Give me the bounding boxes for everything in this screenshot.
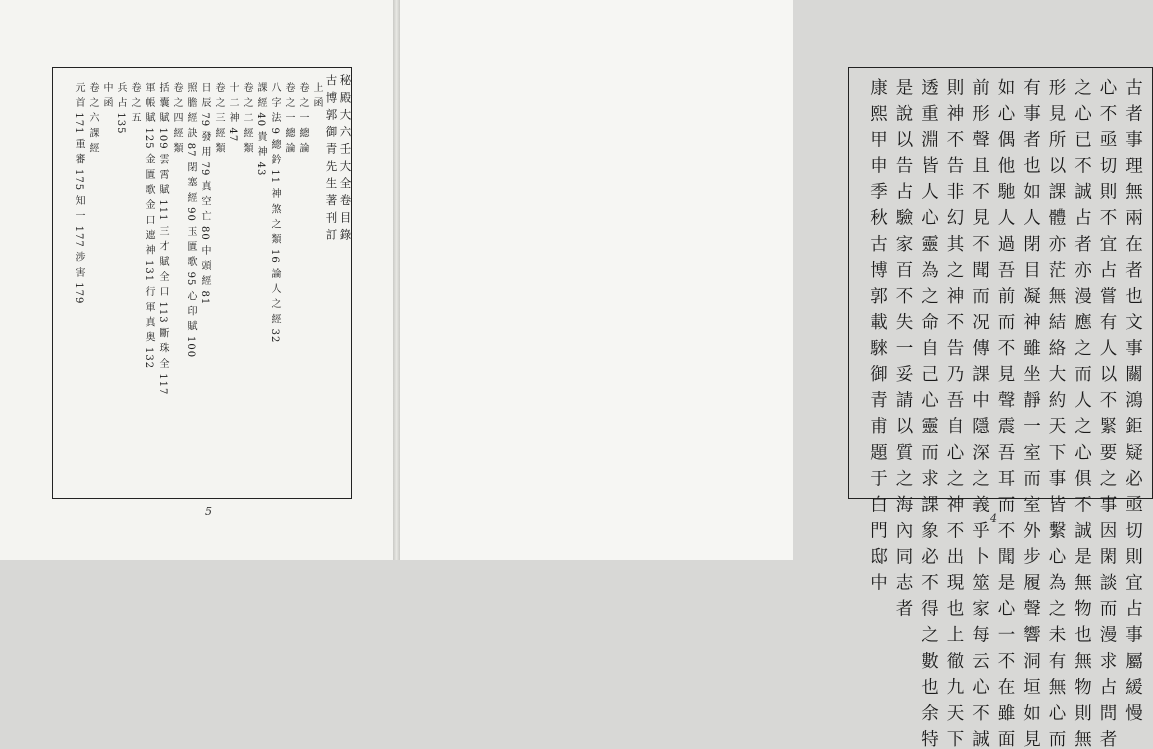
book-gutter xyxy=(393,0,400,560)
toc-column: 括 囊 賦 109 雲 霄 賦 111 三 才 賦 全 口 113 斷 珠 全 117 xyxy=(157,82,168,396)
toc-column: 卷 之 六 課 經 xyxy=(87,82,98,154)
table-of-contents-frame xyxy=(52,67,352,499)
preface-frame xyxy=(848,67,1153,749)
preface-column: 古 者 事 理 無 兩 在 者 也 文 事 關 鴻 鉅 疑 必 亟 切 則 宜 占 事 屬 緩 慢 xyxy=(1122,78,1143,723)
toc-column: 古 博 郭 御 青 先 生 著 刊 訂 xyxy=(324,74,339,241)
toc-column: 卷 之 一 總 論 xyxy=(297,82,308,154)
toc-column: 卷 之 四 經 類 xyxy=(171,82,182,154)
preface-column: 透 重 淵 皆 人 心 靈 為 之 命 自 己 心 靈 而 求 課 象 必 不 得 之 數 也 余 特 xyxy=(918,78,939,749)
preface-column: 是 說 以 告 占 驗 家 百 不 失 一 妥 請 以 質 之 海 內 同 志 者 xyxy=(893,78,913,619)
toc-column: 八 字 法 9 總 鈐 11 神 煞 之 類 16 論 人 之 經 32 xyxy=(269,82,280,344)
left-page xyxy=(0,0,393,560)
toc-column: 元 首 171 重 審 175 知 一 177 涉 害 179 xyxy=(73,82,84,305)
toc-column: 日 辰 79 發 用 79 真 空 亡 80 中 頭 經 81 xyxy=(199,82,210,306)
toc-column: 中 函 xyxy=(101,82,112,109)
toc-column: 照 膽 經 訣 87 閉 塞 經 90 玉 匱 歌 95 心 印 賦 100 xyxy=(185,82,196,359)
right-page xyxy=(400,0,1143,749)
toc-column: 卷 之 二 經 類 xyxy=(241,82,252,154)
toc-column: 兵 占 135 xyxy=(115,82,126,135)
toc-column: 卷 之 三 經 類 xyxy=(213,82,224,154)
preface-column: 前 形 聲 且 不 見 不 聞 而 况 傳 課 中 隱 深 之 義 乎 卜 筮 家 每 云 心 不 誠 xyxy=(969,78,990,749)
toc-column: 課 經 40 貴 神 43 xyxy=(255,82,266,177)
toc-column: 上 函 xyxy=(311,82,322,109)
left-page-number: 5 xyxy=(205,505,212,518)
toc-column: 卷 之 一 總 論 xyxy=(283,82,294,154)
preface-column: 形 見 所 以 課 體 亦 茫 無 結 絡 大 約 天 下 事 皆 繫 心 為 之 未 有 無 心 而 xyxy=(1046,78,1066,749)
preface-column: 之 心 已 不 誠 占 者 亦 漫 應 之 而 人 之 心 俱 不 誠 是 無 物 也 無 物 則 無 xyxy=(1071,78,1092,749)
preface-column: 如 心 偶 他 馳 人 過 吾 前 而 不 見 聲 震 吾 耳 而 不 聞 是 心 一 不 在 雖 面 xyxy=(995,78,1015,749)
toc-column: 軍 帳 賦 125 金 匱 歌 金 口 遮 神 131 行 軍 真 奥 132 xyxy=(143,82,154,370)
right-page-number: 4 xyxy=(990,512,997,525)
preface-column: 康 熙 甲 申 季 秋 古 博 郭 載 騋 御 青 甫 題 于 白 門 邸 中 xyxy=(867,78,888,593)
preface-column: 有 事 者 也 如 人 閉 目 凝 神 雖 坐 靜 一 室 而 室 外 步 履 聲 響 洞 垣 如 見 xyxy=(1020,78,1041,749)
toc-column: 卷 之 五 xyxy=(129,82,140,124)
preface-column: 心 不 亟 切 則 不 宜 占 嘗 有 人 以 不 緊 要 之 事 因 閑 談 而 漫 求 占 問 者 xyxy=(1097,78,1117,749)
toc-column: 十 二 神 47 xyxy=(227,82,238,143)
toc-column: 秘 殿 大 六 壬 大 全 卷 目 錄 xyxy=(338,74,353,241)
preface-column: 則 神 不 告 非 幻 其 之 神 不 告 乃 吾 自 心 之 神 不 出 現 也 上 徹 九 天 下 xyxy=(944,78,964,749)
